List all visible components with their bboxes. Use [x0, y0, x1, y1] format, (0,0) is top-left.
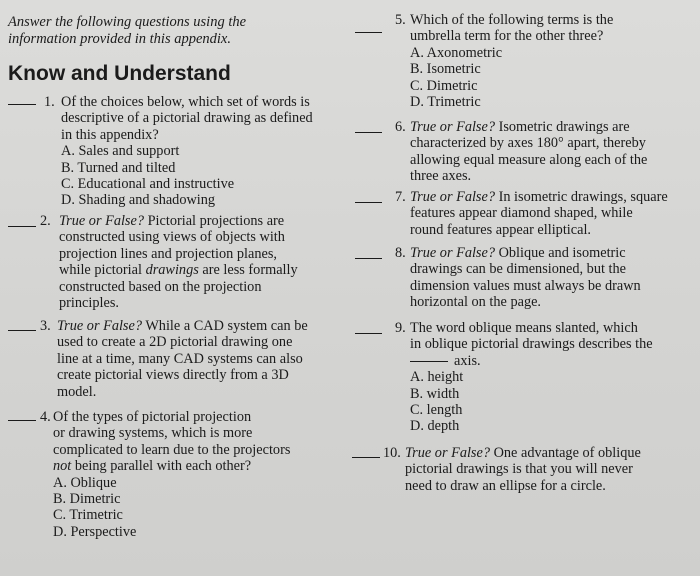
question-text: being parallel with each other?	[71, 458, 252, 475]
question-text: umbrella term for the other three?	[410, 28, 604, 45]
answer-blank-q3[interactable]	[8, 330, 36, 331]
question-text: descriptive of a pictorial drawing as defined	[61, 110, 313, 127]
question-3	[40, 318, 330, 400]
question-text: need to draw an ellipse for a circle.	[405, 477, 606, 494]
answer-blank-q9[interactable]	[355, 333, 382, 334]
question-text: used to create a 2D pictorial drawing one	[57, 334, 293, 351]
answer-blank-q10[interactable]	[352, 457, 380, 458]
question-text: create pictorial views directly from a 3D	[57, 367, 289, 384]
question-text: line at a time, many CAD systems can also	[57, 350, 303, 367]
question-text: in this appendix?	[61, 126, 159, 143]
true-false-label: True or False?	[57, 318, 142, 334]
question-text: in oblique pictorial drawings describes the	[410, 336, 653, 353]
question-text: drawings can be dimensioned, but the	[410, 261, 626, 278]
question-text: characterized by axes 180° apart, thereby	[410, 135, 646, 152]
question-text: constructed based on the projection	[59, 278, 262, 295]
question-text: horizontal on the page.	[410, 294, 542, 311]
question-text: or drawing systems, which is more	[53, 425, 253, 442]
question-number: 1.	[44, 94, 55, 110]
answer-option[interactable]: D. depth	[410, 418, 460, 435]
question-2	[40, 213, 330, 311]
question-number: 7.	[395, 189, 406, 205]
question-9	[395, 320, 695, 435]
section-heading: Know and Understand	[8, 62, 231, 85]
question-text: model.	[57, 383, 97, 400]
question-number: 2.	[40, 213, 51, 229]
answer-option[interactable]: A. Axonometric	[410, 44, 503, 61]
answer-option[interactable]: C. Dimetric	[410, 77, 478, 94]
answer-option[interactable]: A. height	[410, 369, 464, 386]
question-text: Isometric drawings are	[495, 119, 630, 135]
answer-blank-q6[interactable]	[355, 132, 382, 133]
question-number: 6.	[395, 119, 406, 135]
answer-blank-q2[interactable]	[8, 226, 36, 227]
answer-option[interactable]: D. Shading and shadowing	[61, 192, 216, 209]
true-false-label: True or False?	[410, 245, 495, 261]
question-text: complicated to learn due to the projectors	[53, 441, 291, 458]
question-text: Oblique and isometric	[495, 245, 626, 261]
question-text: pictorial drawings is that you will never	[405, 461, 633, 478]
question-8	[395, 245, 695, 311]
question-text: allowing equal measure along each of the	[410, 151, 648, 168]
question-1	[44, 94, 334, 209]
true-false-label: True or False?	[410, 189, 495, 205]
question-number: 4.	[40, 409, 51, 425]
question-text: projection lines and projection planes,	[59, 245, 277, 262]
answer-option[interactable]: A. Sales and support	[61, 143, 180, 160]
instructions-line: Answer the following questions using the	[8, 14, 247, 30]
instructions	[8, 14, 308, 48]
answer-option[interactable]: B. Dimetric	[53, 491, 121, 508]
question-10	[383, 445, 695, 494]
answer-option[interactable]: B. Isometric	[410, 61, 481, 78]
answer-blank-q7[interactable]	[355, 202, 382, 203]
answer-blank-q4[interactable]	[8, 420, 36, 421]
question-5	[395, 12, 695, 110]
true-false-label: True or False?	[59, 213, 144, 229]
answer-option[interactable]: C. Trimetric	[53, 507, 123, 524]
answer-option[interactable]: B. Turned and tilted	[61, 159, 176, 176]
answer-option[interactable]: D. Perspective	[53, 523, 137, 540]
question-text: In isometric drawings, square	[495, 189, 668, 205]
emphasis-text: not	[53, 458, 72, 475]
question-number: 10.	[383, 445, 401, 461]
emphasis-text: drawings	[145, 262, 199, 279]
question-text: One advantage of oblique	[490, 445, 641, 461]
question-text: are less formally	[198, 262, 298, 279]
answer-option[interactable]: B. width	[410, 385, 460, 402]
question-4	[40, 409, 330, 540]
answer-option[interactable]: C. Educational and instructive	[61, 176, 235, 193]
question-7	[395, 189, 695, 238]
answer-blank-q1[interactable]	[8, 104, 36, 105]
question-text: Of the choices below, which set of words is	[61, 94, 310, 110]
fill-in-blank[interactable]	[410, 361, 448, 362]
question-text: constructed using views of objects with	[59, 229, 285, 246]
question-text: round features appear elliptical.	[410, 221, 592, 238]
question-text: The word oblique means slanted, which	[410, 320, 638, 336]
question-text: while pictorial	[59, 262, 146, 279]
true-false-label: True or False?	[405, 445, 490, 461]
answer-blank-q8[interactable]	[355, 258, 382, 259]
question-text: Of the types of pictorial projection	[53, 409, 252, 425]
question-number: 8.	[395, 245, 406, 261]
question-number: 5.	[395, 12, 406, 28]
answer-option[interactable]: A. Oblique	[53, 474, 117, 491]
instructions-line: information provided in this appendix.	[8, 31, 231, 47]
question-text: While a CAD system can be	[142, 318, 308, 334]
question-text: Which of the following terms is the	[410, 12, 614, 28]
question-text: three axes.	[410, 168, 472, 185]
question-6	[395, 119, 695, 185]
answer-option[interactable]: C. length	[410, 402, 463, 419]
answer-blank-q5[interactable]	[355, 32, 382, 33]
question-text: axis.	[454, 352, 481, 369]
question-number: 3.	[40, 318, 51, 334]
question-number: 9.	[395, 320, 406, 336]
answer-option[interactable]: D. Trimetric	[410, 94, 481, 111]
question-text: features appear diamond shaped, while	[410, 205, 633, 222]
question-text: dimension values must always be drawn	[410, 277, 641, 294]
question-text: principles.	[59, 295, 119, 312]
true-false-label: True or False?	[410, 119, 495, 135]
question-text: Pictorial projections are	[144, 213, 285, 229]
